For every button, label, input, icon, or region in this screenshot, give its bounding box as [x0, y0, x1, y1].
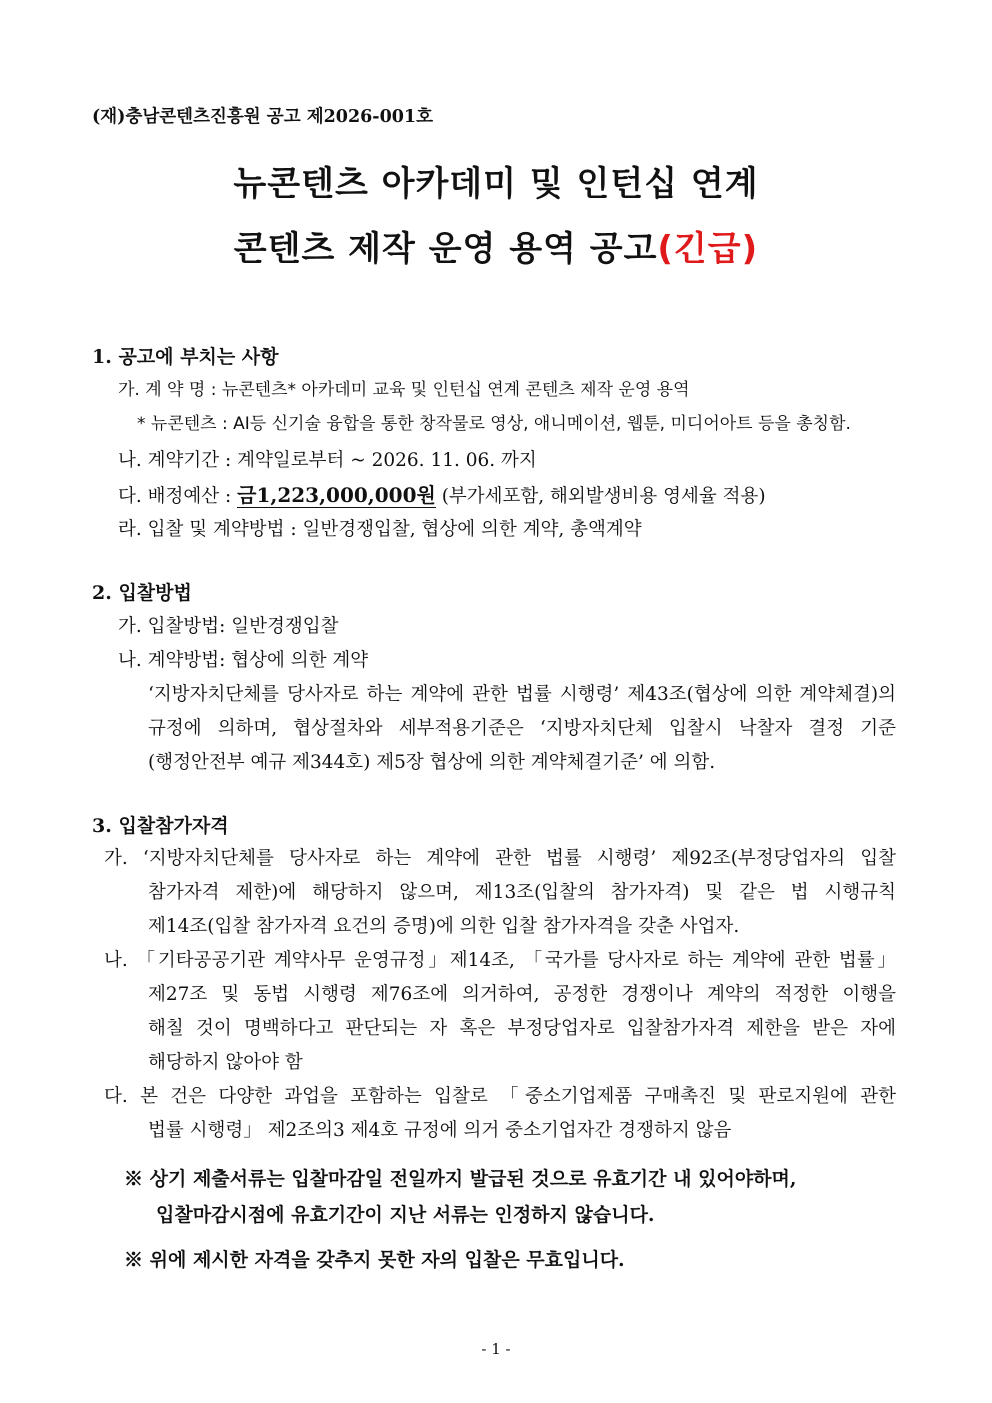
- section-3-heading: 3. 입찰참가자격: [92, 815, 229, 837]
- title-line-1: 뉴콘텐츠 아카데미 및 인턴십 연계: [233, 164, 759, 204]
- section-1-heading: 1. 공고에 부치는 사항: [92, 346, 279, 368]
- qualification-ga-line-1: 가. ‘지방자치단체를 당사자로 하는 계약에 관한 법률 시행령’ 제92조(부정당업자의 입찰: [104, 848, 896, 869]
- document-validity-note-line-1: ※ 상기 제출서류는 입찰마감일 전일까지 발급된 것으로 유효기간 내 있어야하며,: [124, 1168, 797, 1190]
- qualification-na-line-2: 제27조 및 동법 시행령 제76조에 의거하여, 공정한 경쟁이나 계약의 적정한 이행을: [148, 984, 896, 1005]
- qualification-da-line-1: 다. 본 건은 다양한 과업을 포함하는 입찰로 「중소기업제품 구매촉진 및 판로지원에 관한: [104, 1086, 896, 1107]
- law-paragraph-line-3: (행정안전부 예규 제344호) 제5장 협상에 의한 계약체결기준’ 에 의함.: [148, 752, 716, 773]
- document-validity-note-line-2: 입찰마감시점에 유효기간이 지난 서류는 인정하지 않습니다.: [156, 1204, 655, 1226]
- qualification-na-line-3: 해칠 것이 명백하다고 판단되는 자 혹은 부정당업자로 입찰참가자격 제한을 받은 자에: [148, 1018, 896, 1039]
- qualification-na-line-4: 해당하지 않아야 함: [148, 1052, 303, 1073]
- invalid-bid-note: ※ 위에 제시한 자격을 갖추지 못한 자의 입찰은 무효입니다.: [124, 1249, 625, 1271]
- urgent-label: (긴급): [657, 229, 759, 269]
- contract-period: 나. 계약기간 : 계약일로부터 ~ 2026. 11. 06. 까지: [118, 450, 537, 471]
- qualification-ga-line-2: 참가자격 제한)에 해당하지 않으며, 제13조(입찰의 참가자격) 및 같은 법 시행규칙: [148, 882, 896, 903]
- new-contents-footnote: * 뉴콘텐츠 : AI등 신기술 융합을 통한 창작물로 영상, 애니메이션, 웹툰, 미디어아트 등을 총칭함.: [137, 414, 851, 434]
- budget-label: 다. 배정예산 :: [118, 486, 238, 507]
- qualification-ga-line-3: 제14조(입찰 참가자격 요건의 증명)에 의한 입찰 참가자격을 갖춘 사업자.: [148, 916, 740, 937]
- notice-number: (재)충남콘텐츠진흥원 공고 제2026-001호: [92, 107, 434, 127]
- qualification-na-line-1: 나. 「기타공공기관 계약사무 운영규정」제14조, 「국가를 당사자로 하는 계약에 관한 법률」: [104, 950, 896, 971]
- budget-line: [118, 482, 766, 510]
- title-main: 콘텐츠 제작 운영 용역 공고: [233, 229, 658, 269]
- contract-name: 가. 계 약 명 : 뉴콘텐츠* 아카데미 교육 및 인턴십 연계 콘텐츠 제작 운영 용역: [118, 380, 690, 400]
- contract-method: 나. 계약방법: 협상에 의한 계약: [118, 650, 369, 671]
- page-number: - 1 -: [481, 1340, 511, 1358]
- budget-amount: 금1,223,000,000원: [237, 483, 436, 507]
- qualification-da-line-2: 법률 시행령」 제2조의3 제4호 규정에 의거 중소기업자간 경쟁하지 않음: [148, 1120, 732, 1141]
- law-paragraph-line-2: 규정에 의하며, 협상절차와 세부적용기준은 ‘지방자치단체 입찰시 낙찰자 결정 기준: [148, 718, 896, 739]
- section-2-heading: 2. 입찰방법: [92, 582, 192, 604]
- law-paragraph-line-1: ‘지방자치단체를 당사자로 하는 계약에 관한 법률 시행령’ 제43조(협상에 의한 계약체결)의: [148, 684, 896, 705]
- bidding-method: 가. 입찰방법: 일반경쟁입찰: [118, 616, 339, 637]
- bid-method-summary: 라. 입찰 및 계약방법 : 일반경쟁입찰, 협상에 의한 계약, 총액계약: [118, 519, 642, 540]
- budget-note: (부가세포함, 해외발생비용 영세율 적용): [435, 486, 766, 507]
- title-line-2: [0, 227, 992, 271]
